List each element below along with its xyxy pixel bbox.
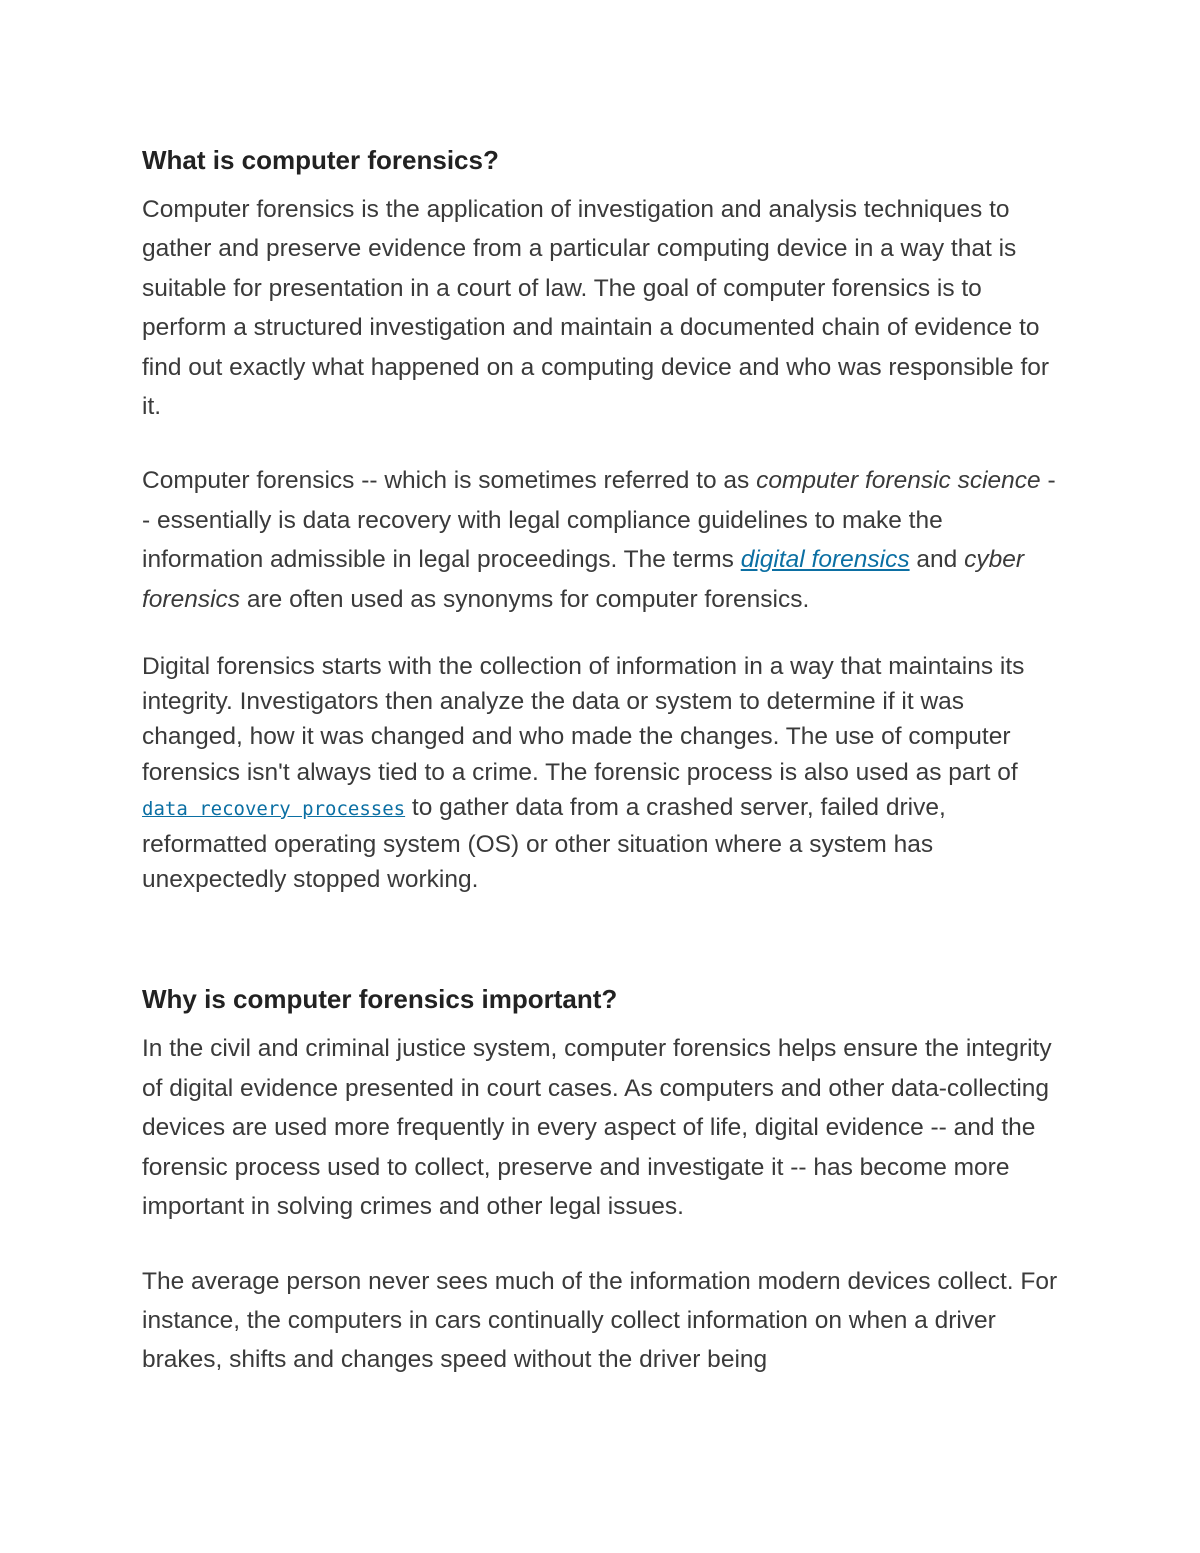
document-page xyxy=(142,138,1062,1380)
link-digital-forensics[interactable]: digital forensics xyxy=(740,546,910,574)
emphasis-cyber-forensics: cyber forensics xyxy=(142,546,1025,613)
link-data-recovery-processes[interactable]: data recovery processes xyxy=(142,797,406,820)
paragraph-importance: In the civil and criminal justice system, computer forensics helps ensure the integrity of digital evidence presented in court cases. As computers and other data-collecting devices are used more frequently in every aspect of life, digital evidence -- and the forensic process used to collect, preserve and investigate it -- has become more important in solving crimes and other legal issues. xyxy=(142,1035,1052,1221)
paragraph-process: Digital forensics starts with the collection of information in a way that maintains its integrity. Investigators then analyze the data or system to determine if it was changed, how it was changed and who made the changes. The use of computer forensics isn't always tied to a crime. The forensic process is also used as part of data recovery processes to gather data from a crashed server, failed drive, reformatted operating system (OS) or other situation where a system has unexpectedly stopped working. xyxy=(142,653,1025,894)
paragraph-terminology: Computer forensics -- which is sometimes referred to as computer forensic science -- essentially is data recovery with legal compliance guidelines to make the information admissible in legal proceedings. The terms digital forensics and cyber forensics are often used as synonyms for computer forensics. xyxy=(142,467,1056,613)
section-heading-what-is: What is computer forensics? xyxy=(142,145,499,175)
emphasis-computer-forensic-science: computer forensic science xyxy=(756,467,1041,495)
paragraph-definition: Computer forensics is the application of investigation and analysis techniques to gather and preserve evidence from a particular computing device in a way that is suitable for presentation in a court of law. The goal of computer forensics is to perform a structured investigation and maintain a documented chain of evidence to find out exactly what happened on a computing device and who was responsible for it. xyxy=(142,196,1050,421)
section-heading-why-important: Why is computer forensics important? xyxy=(142,984,618,1015)
paragraph-devices: The average person never sees much of the information modern devices collect. For instance, the computers in cars continually collect information on when a driver brakes, shifts and changes speed without the driver being xyxy=(142,1267,1058,1374)
